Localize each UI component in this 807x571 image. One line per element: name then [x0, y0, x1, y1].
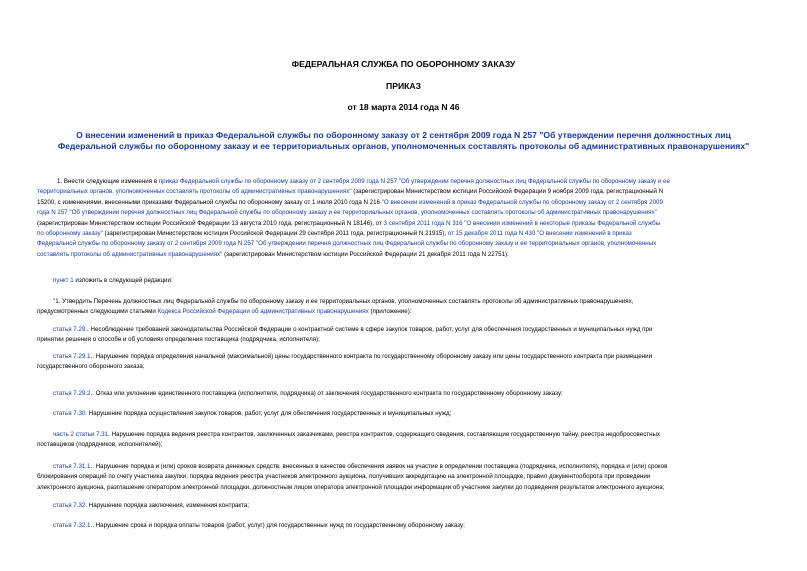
para1-text: 15200, с изменениями, внесенными приказами Федеральной службы по оборонному заказу от 1 июля 2010 года N 216 [37, 198, 382, 206]
article-item [37, 409, 769, 419]
title-line-1: О внесении изменений в приказ Федеральной службы по оборонному заказу от 2 сентября 2009 года N 257 "Об утверждении перечня должностных лиц [76, 130, 731, 140]
article-item [37, 501, 769, 511]
article-text: поставщиков (подрядчиков, исполнителей); [37, 441, 163, 449]
article-link[interactable]: статья 7.29. [53, 326, 88, 333]
point-1-text: изложить в следующей редакции: [73, 277, 173, 284]
quoted-paragraph [37, 297, 769, 318]
order-430-link[interactable]: от 15 декабря 2011 года N 430 "О внесении изменений в приказ [447, 230, 632, 238]
article-text: . Несоблюдение требований законодательства Российской Федерации о контрактной системе в сфере закупок товаров, работ, услуг для обеспечения государственных и муниципальных нужд при [87, 326, 653, 333]
quote-text: предусмотренных следующими статьями [37, 308, 158, 316]
para1-text: (зарегистрирован Министерством юстиции Российской Федерации 9 ноября 2009 года, регистрационный N [351, 188, 664, 196]
article-text: электронного аукциона, разглашение оператором электронной площадки, должностным лицом оператора электронной площадки информации об участнике закупки до подведения результатов электронного аукциона; [37, 483, 665, 491]
article-link[interactable]: статья 7.30. [53, 410, 88, 417]
para1-text: (зарегистрирован Министерством юстиции Российской Федерации 21 декабря 2011 года N 22751): [222, 250, 509, 258]
order-257-link[interactable]: приказ Федеральной службы по оборонному заказу от 2 сентября 2009 года N 257 "Об утверждении перечня должностных лиц Федеральной службы по оборонному заказу и ее [158, 178, 670, 185]
point-1-link[interactable]: пункт 1 [53, 277, 74, 284]
article-text: государственного оборонного заказа; [37, 363, 145, 371]
article-item [37, 352, 769, 373]
title-line-2: Федеральной службы по оборонному заказу и ее территориальных органов, уполномоченных составлять протоколы об административных правонарушениях" [57, 141, 750, 151]
order-216-link-cont[interactable]: года N 257 "Об утверждении перечня должностных лиц Федеральной службы по оборонному заказу и ее территориальных органов, уполномоченных составлять протоколы об административных правонарушениях" [37, 209, 657, 217]
article-text: блокирования операций по счету участника закупки, порядка ведения реестра участников электронного аукциона, получивших аккредитацию на электронной площадке, правил документооборота при проведении [37, 473, 651, 481]
article-item [37, 389, 769, 399]
agency-title: ФЕДЕРАЛЬНАЯ СЛУЖБА ПО ОБОРОННОМУ ЗАКАЗУ [291, 59, 516, 69]
point-1-instruction [37, 276, 769, 286]
quote-text: (приложение): [368, 308, 412, 316]
article-item [37, 430, 769, 451]
article-text: . Нарушение порядка определения начальной (максимальной) цены государственного контракта по государственному оборонному заказу или цены государственного контракта при размещении [92, 353, 653, 360]
document-type: ПРИКАЗ [386, 81, 421, 91]
para1-text: (зарегистрирован Министерством юстиции Российской Федерации 13 августа 2010 года, регистрационный N 18146), от [37, 219, 384, 227]
order-216-link[interactable]: "О внесении изменений в приказ Федеральной службы по оборонному заказу от 2 сентября 2009 [381, 198, 663, 206]
article-link[interactable]: статья 7.29.1. [53, 353, 93, 360]
para1-text: (зарегистрирован Министерством юстиции Российской Федерации 29 сентября 2011 года, регистрационный N 21915), [102, 230, 448, 238]
article-link[interactable]: статья 7.32.1. [53, 522, 93, 529]
article-item [37, 521, 769, 531]
document-title [20, 130, 787, 152]
article-link[interactable]: статья 7.31.1. [53, 463, 93, 470]
article-link[interactable]: часть 2 статьи 7.31. [53, 431, 110, 438]
article-item [37, 325, 769, 346]
article-text: принятии решения о способе и об условиях определения поставщика (подрядчика, исполнителя); [37, 336, 320, 344]
article-text: . Отказ или уклонение единственного поставщика (исполнителя, подрядчика) от заключения государственного контракта по государственному оборонному заказу; [92, 390, 563, 397]
article-link[interactable]: статья 7.32. [53, 502, 88, 509]
article-text: . Нарушение срока и порядка оплаты товаров (работ, услуг) для государственных нужд по государственному оборонному заказу; [92, 522, 465, 529]
order-430-link-end[interactable]: составлять протоколы об административных правонарушениях" [37, 250, 223, 258]
para1-text: 1. Внести следующие изменения в [57, 178, 159, 185]
order-316-link-cont[interactable]: по оборонному заказу" [37, 230, 103, 238]
koap-link[interactable]: Кодекса Российской Федерации об административных правонарушениях [157, 308, 369, 316]
order-257-link-cont[interactable]: территориальных органов, уполномоченных составлять протоколы об административных правонарушениях" [37, 188, 352, 196]
article-item [37, 462, 769, 493]
article-text: Нарушение порядка заключения, изменения контракта; [87, 502, 250, 509]
article-text: . Нарушение порядка и (или) сроков возврата денежных средств, внесенных в качестве обеспечения заявок на участие в определении поставщика (подрядчика, исполнителя), порядка и (или) сроков [92, 463, 668, 470]
order-430-link-cont[interactable]: Федеральной службы по оборонному заказу от 2 сентября 2009 года N 257 "Об утверждении перечня должностных лиц Федеральной службы по оборонному заказу и ее территориальных органов, уполномоченных [37, 240, 657, 248]
article-link[interactable]: статья 7.29.2. [53, 390, 93, 397]
article-text: Нарушение порядка осуществления закупок товаров, работ, услуг для обеспечения государственных и муниципальных нужд; [87, 410, 452, 417]
paragraph-1 [37, 177, 769, 260]
quote-line-1: "1. Утвердить Перечень должностных лиц Федеральной службы по оборонному заказу и ее территориальных органов, уполномоченных составлять протоколы об административных правонарушениях, [53, 298, 634, 305]
order-316-link[interactable]: 3 сентября 2011 года N 316 "О внесении изменений в некоторые приказы Федеральной службы [383, 219, 661, 227]
document-date: от 18 марта 2014 года N 46 [347, 102, 460, 112]
article-text: Нарушение порядка ведения реестра контрактов, заключенных заказчиками, реестра контрактов, содержащего сведения, составляющие государственную тайну, реестра недобросовестных [109, 431, 661, 438]
